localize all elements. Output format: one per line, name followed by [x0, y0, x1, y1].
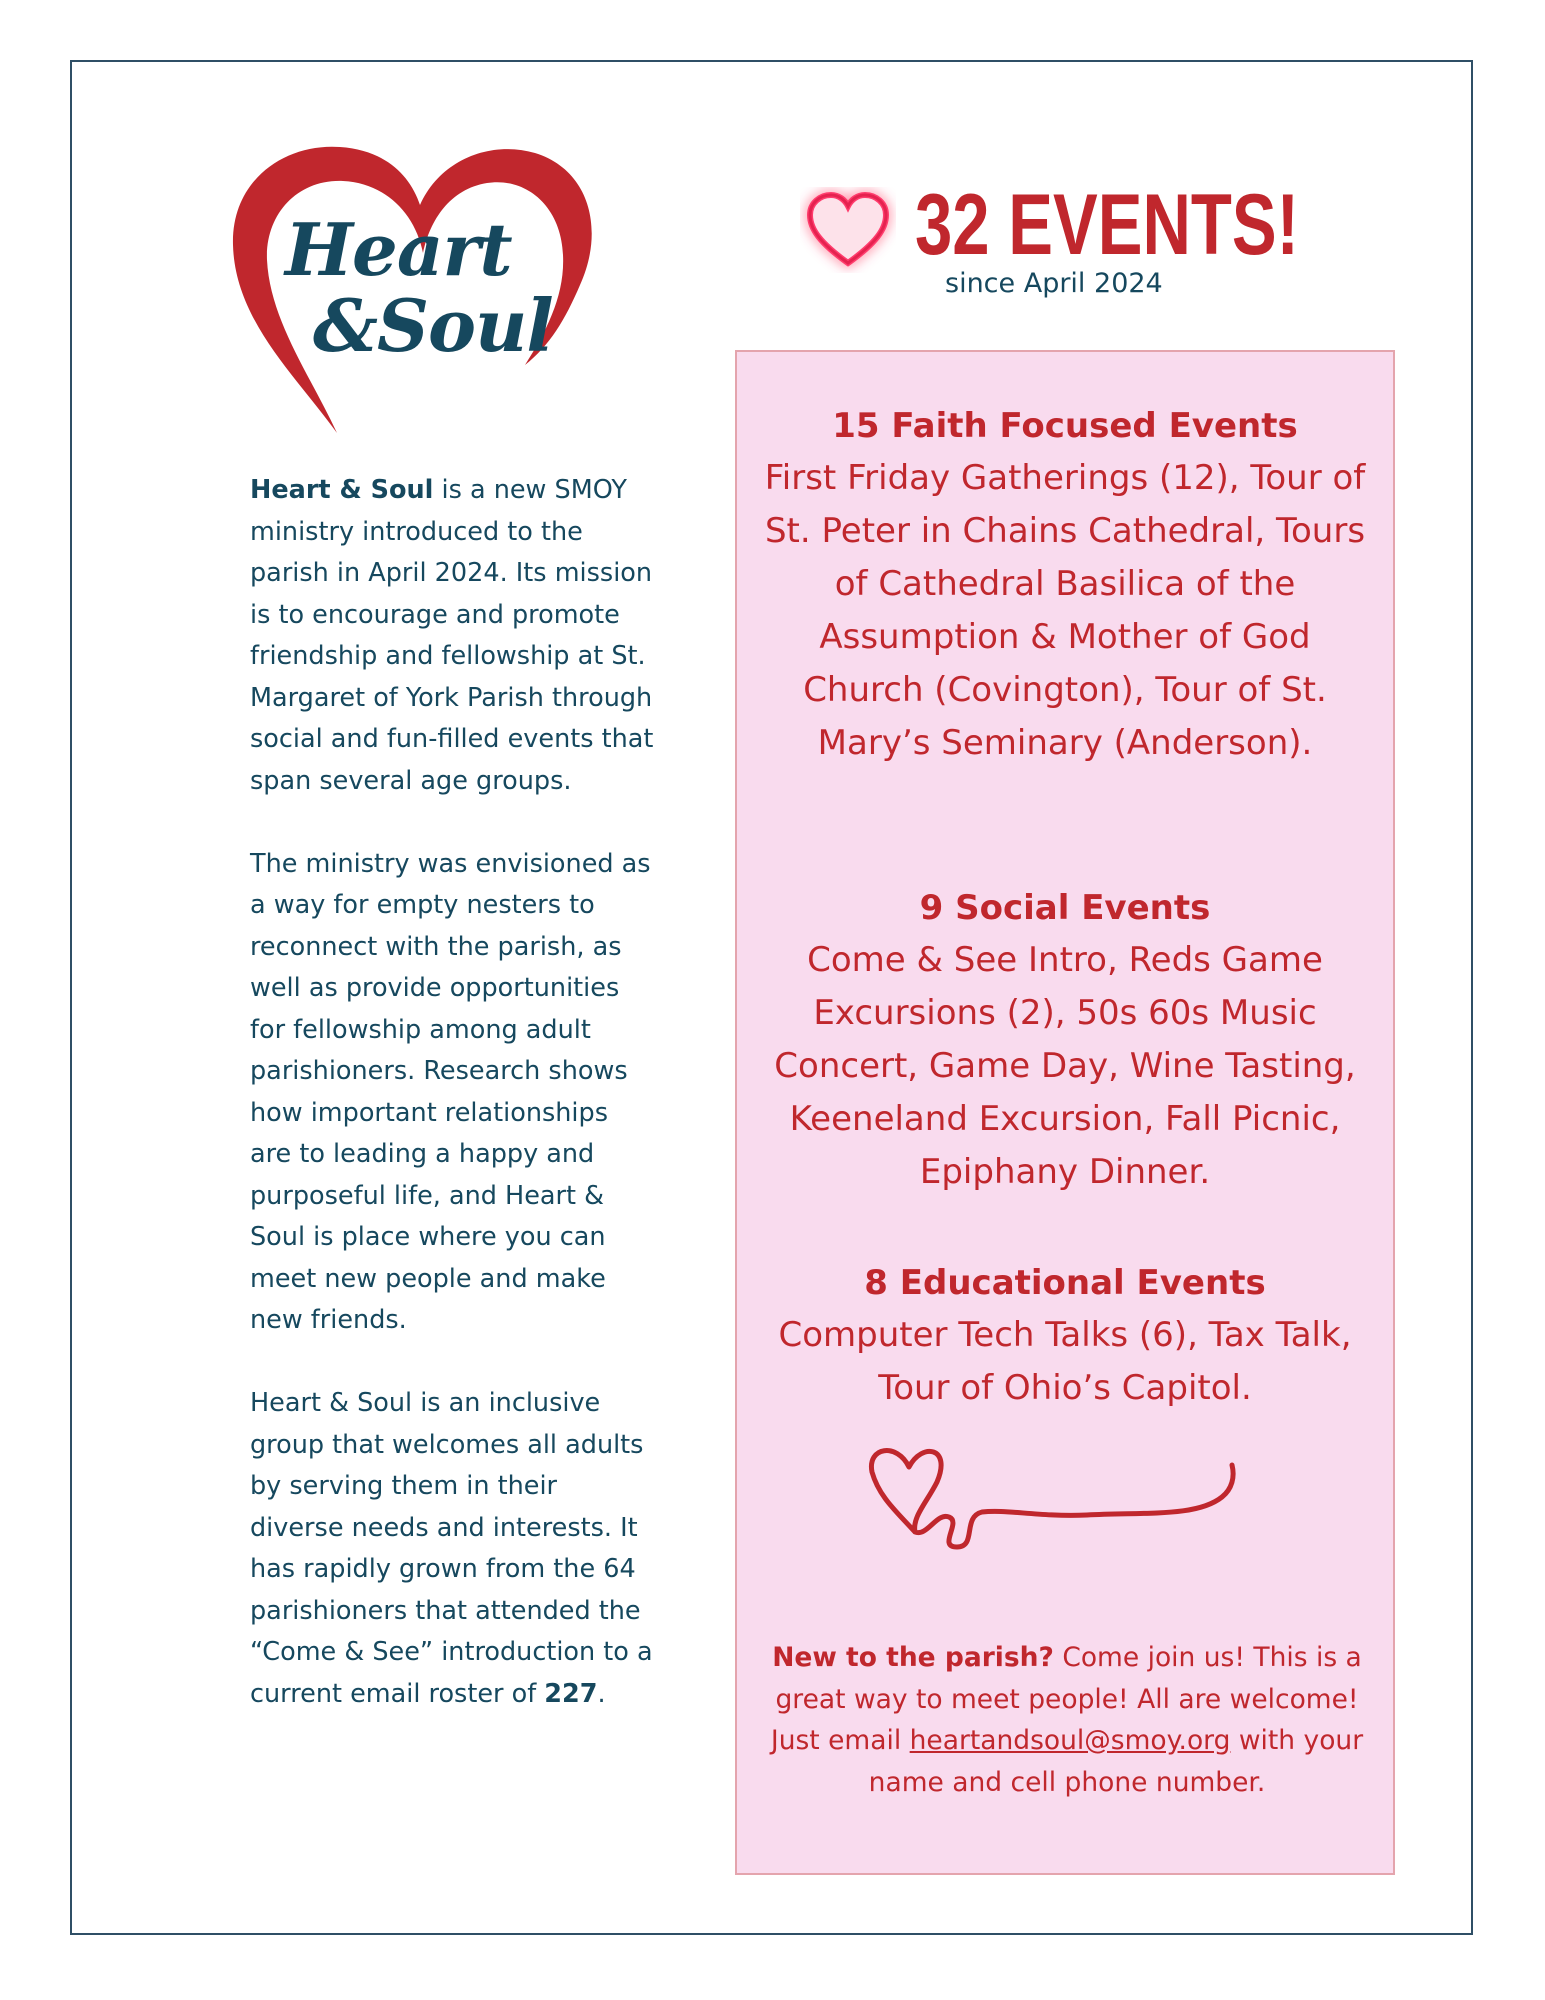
faith-events-section	[737, 400, 1393, 770]
educational-events-title: 8 Educational Events	[864, 1263, 1266, 1303]
ministry-name: Heart & Soul	[250, 475, 434, 505]
faith-events-list: First Friday Gatherings (12), Tour of St. Peter in Chains Cathedral, Tours of Cathedral Basilica of the Assumption & Mother of God Church (Covington), Tour of St. Mary’s Seminary (Anderson).	[764, 458, 1366, 763]
cta-text: Come join us! This is a great way to meet people! All are welcome! Just email	[770, 1642, 1362, 1756]
social-events-section	[737, 882, 1393, 1199]
email-link[interactable]: heartandsoul@smoy.org	[909, 1725, 1231, 1756]
intro-paragraph-3-end: .	[597, 1678, 606, 1709]
events-count-title: 32 EVENTS!	[915, 177, 1299, 273]
intro-paragraph-1	[250, 470, 655, 802]
neon-heart-icon	[800, 187, 896, 273]
intro-paragraph-2: The ministry was envisioned as a way for empty nesters to reconnect with the parish, as well as provide opportunities for fellowship among adult parishioners. Research shows how important relationships are to leading a happy and purposeful life, and Heart & Soul is place where you can meet new people and make new friends.	[250, 848, 651, 1335]
intro-paragraph-3-text: Heart & Soul is an inclusive group that welcomes all adults by serving them in their diverse needs and interests. It has rapidly grown from the 64 parishioners that attended the “Come & See” introduction to a current email roster of	[250, 1388, 653, 1709]
educational-events-section	[737, 1257, 1393, 1415]
intro-paragraph-3	[250, 1383, 655, 1715]
cta-lead: New to the parish?	[772, 1642, 1054, 1673]
educational-events-list: Computer Tech Talks (6), Tax Talk, Tour of Ohio’s Capitol.	[778, 1315, 1352, 1408]
intro-column	[250, 470, 655, 1757]
intro-paragraph-1-text: is a new SMOY ministry introduced to the parish in April 2024. Its mission is to encourage and promote friendship and fellowship at St. Margaret of York Parish through social and fun-filled events that span several age groups.	[250, 475, 654, 796]
logo-heart-word: Heart	[285, 207, 512, 292]
social-events-list: Come & See Intro, Reds Game Excursions (2), 50s 60s Music Concert, Game Day, Wine Tasting, Keeneland Excursion, Fall Picnic, Epiphany Dinner.	[774, 940, 1356, 1192]
cta-text-end: with your name and cell phone number.	[868, 1725, 1364, 1798]
call-to-action	[767, 1637, 1367, 1803]
heart-squiggle-icon	[867, 1437, 1267, 1557]
events-box	[735, 350, 1395, 1875]
heart-and-soul-logo	[225, 135, 600, 435]
since-date: since April 2024	[945, 268, 1163, 299]
logo-soul-word: &Soul	[313, 283, 553, 368]
social-events-title: 9 Social Events	[919, 888, 1211, 928]
roster-count: 227	[544, 1678, 598, 1709]
faith-events-title: 15 Faith Focused Events	[832, 406, 1298, 446]
